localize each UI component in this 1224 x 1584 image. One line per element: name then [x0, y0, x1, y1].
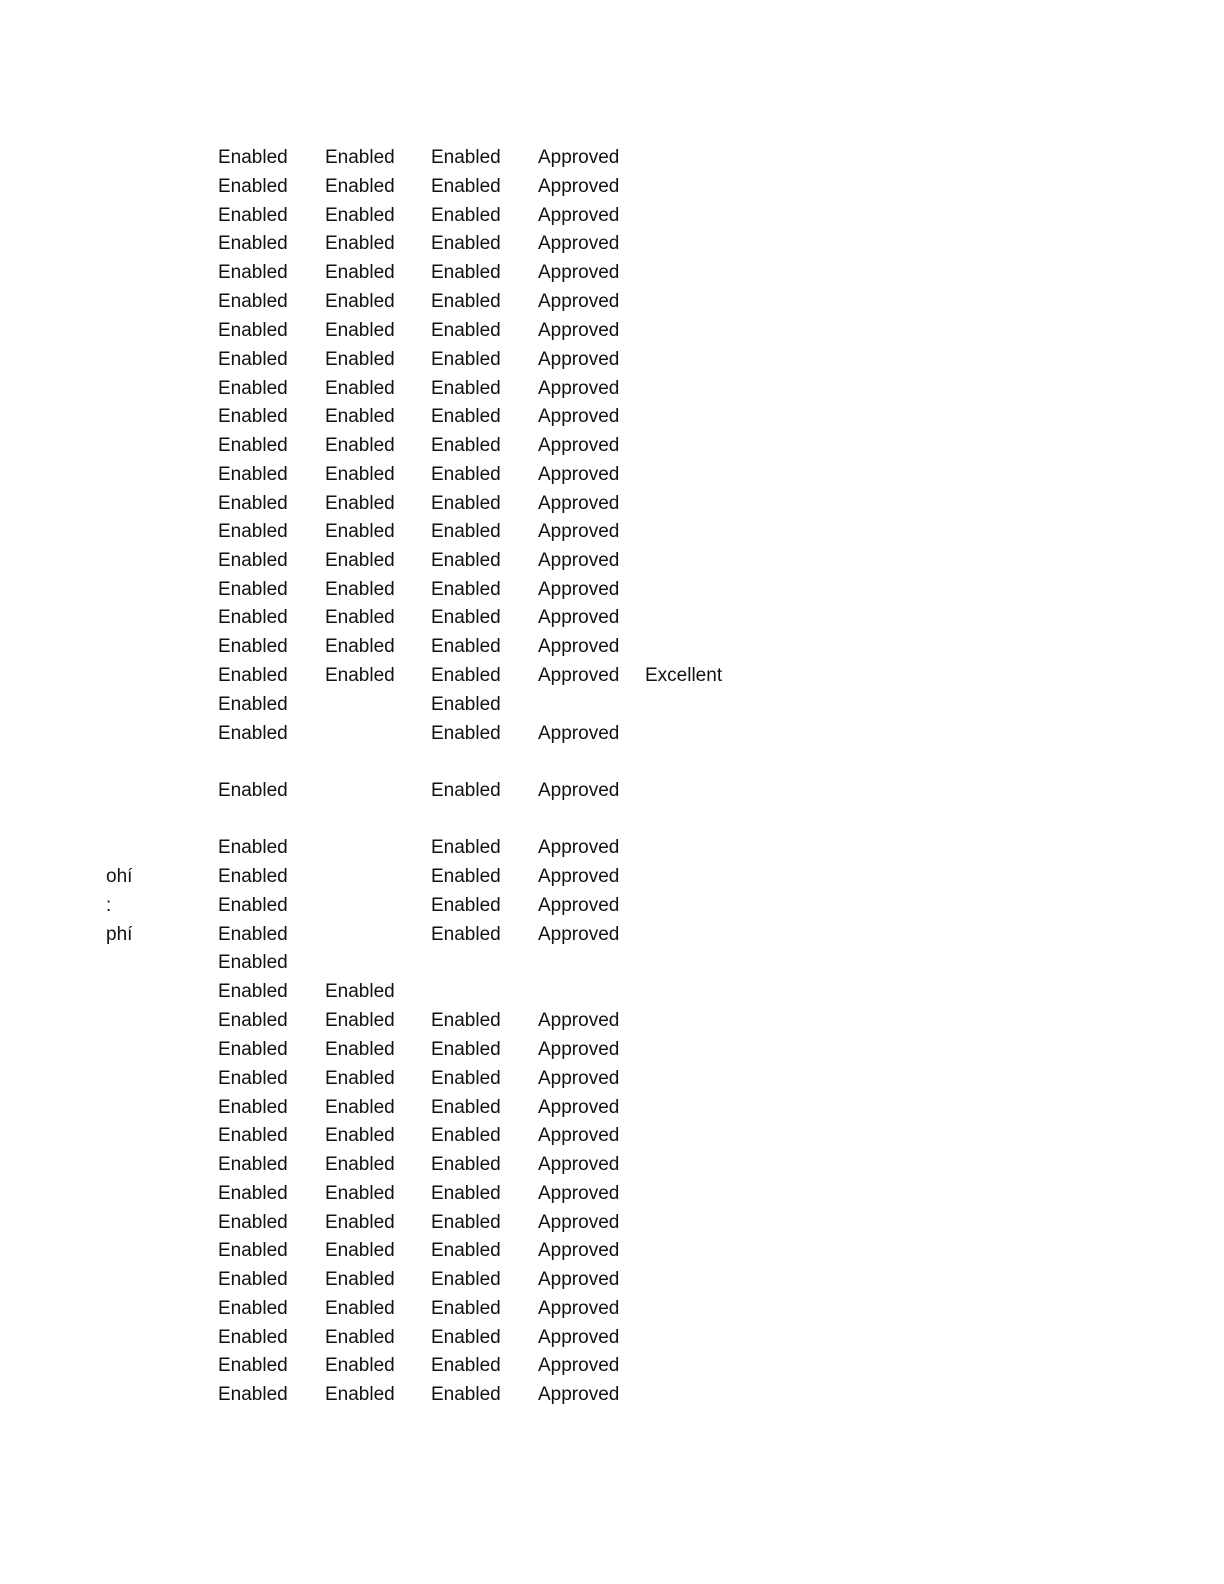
- table-row: [0, 1064, 1224, 1093]
- cell-status-c: Enabled: [431, 262, 501, 283]
- cell-status-a: Enabled: [218, 665, 288, 686]
- cell-approval: Approved: [538, 205, 620, 226]
- cell-status-c: Enabled: [431, 924, 501, 945]
- table-row: [0, 402, 1224, 431]
- cell-status-b: Enabled: [325, 607, 395, 628]
- cell-approval: Approved: [538, 1010, 620, 1031]
- cell-status-a: Enabled: [218, 1298, 288, 1319]
- cell-status-a: Enabled: [218, 636, 288, 657]
- table-row: [0, 1294, 1224, 1323]
- cell-status-c: Enabled: [431, 1212, 501, 1233]
- cell-status-a: Enabled: [218, 291, 288, 312]
- cell-status-a: Enabled: [218, 607, 288, 628]
- cell-approval: Approved: [538, 1355, 620, 1376]
- cell-status-b: Enabled: [325, 1039, 395, 1060]
- cell-status-b: Enabled: [325, 1010, 395, 1031]
- cell-status-b: Enabled: [325, 1240, 395, 1261]
- table-row: [0, 1006, 1224, 1035]
- table-row: [0, 1093, 1224, 1122]
- cell-approval: Approved: [538, 1298, 620, 1319]
- cell-status-a: Enabled: [218, 924, 288, 945]
- cell-status-b: Enabled: [325, 1384, 395, 1405]
- cell-approval: Approved: [538, 1384, 620, 1405]
- cell-status-b: Enabled: [325, 1097, 395, 1118]
- cell-status-c: Enabled: [431, 464, 501, 485]
- cell-status-c: Enabled: [431, 694, 501, 715]
- cell-approval: Approved: [538, 1269, 620, 1290]
- cell-status-c: Enabled: [431, 493, 501, 514]
- cell-status-a: Enabled: [218, 723, 288, 744]
- cell-status-b: Enabled: [325, 636, 395, 657]
- cell-status-b: Enabled: [325, 1068, 395, 1089]
- cell-status-a: Enabled: [218, 378, 288, 399]
- cell-status-a: Enabled: [218, 349, 288, 370]
- table-row: [0, 776, 1224, 805]
- cell-status-a: Enabled: [218, 837, 288, 858]
- cell-status-c: Enabled: [431, 1355, 501, 1376]
- cell-status-a: Enabled: [218, 1125, 288, 1146]
- table-row: [0, 690, 1224, 719]
- cell-status-c: Enabled: [431, 607, 501, 628]
- cell-status-c: Enabled: [431, 349, 501, 370]
- cell-status-a: Enabled: [218, 205, 288, 226]
- cell-approval: Approved: [538, 1240, 620, 1261]
- cell-approval: Approved: [538, 837, 620, 858]
- cell-status-a: Enabled: [218, 895, 288, 916]
- cell-approval: Approved: [538, 665, 620, 686]
- cell-status-c: Enabled: [431, 291, 501, 312]
- cell-status-a: Enabled: [218, 521, 288, 542]
- cell-status-a: Enabled: [218, 464, 288, 485]
- cell-approval: Approved: [538, 291, 620, 312]
- cell-status-b: Enabled: [325, 435, 395, 456]
- cell-status-a: Enabled: [218, 262, 288, 283]
- cell-status-b: Enabled: [325, 320, 395, 341]
- table-row: [0, 661, 1224, 690]
- cell-status-c: Enabled: [431, 636, 501, 657]
- cell-status-c: Enabled: [431, 665, 501, 686]
- cell-approval: Approved: [538, 233, 620, 254]
- cell-status-c: Enabled: [431, 1298, 501, 1319]
- cell-status-a: Enabled: [218, 1212, 288, 1233]
- table-row: [0, 460, 1224, 489]
- table-row: [0, 1323, 1224, 1352]
- cell-status-a: Enabled: [218, 1183, 288, 1204]
- table-row: [0, 201, 1224, 230]
- cell-status-a: Enabled: [218, 435, 288, 456]
- cell-status-b: Enabled: [325, 147, 395, 168]
- cell-approval: Approved: [538, 1183, 620, 1204]
- cell-status-c: Enabled: [431, 1068, 501, 1089]
- cell-approval: Approved: [538, 521, 620, 542]
- cell-status-c: Enabled: [431, 895, 501, 916]
- cell-status-c: Enabled: [431, 1125, 501, 1146]
- cell-status-b: Enabled: [325, 550, 395, 571]
- cell-status-c: Enabled: [431, 378, 501, 399]
- cell-approval: Approved: [538, 1125, 620, 1146]
- cell-status-a: Enabled: [218, 1039, 288, 1060]
- cell-status-c: Enabled: [431, 1154, 501, 1175]
- cell-status-b: Enabled: [325, 981, 395, 1002]
- cell-status-a: Enabled: [218, 1384, 288, 1405]
- cell-approval: Approved: [538, 176, 620, 197]
- table-row: [0, 316, 1224, 345]
- cell-status-b: Enabled: [325, 1327, 395, 1348]
- cell-status-b: Enabled: [325, 464, 395, 485]
- cell-status-c: Enabled: [431, 176, 501, 197]
- cell-status-c: Enabled: [431, 205, 501, 226]
- cell-status-b: Enabled: [325, 1154, 395, 1175]
- cell-status-c: Enabled: [431, 147, 501, 168]
- cell-status-b: Enabled: [325, 406, 395, 427]
- table-row: [0, 1380, 1224, 1409]
- cell-status-c: Enabled: [431, 233, 501, 254]
- cell-status-c: Enabled: [431, 866, 501, 887]
- cell-status-c: Enabled: [431, 723, 501, 744]
- cell-label: ohí: [106, 866, 133, 887]
- cell-status-c: Enabled: [431, 406, 501, 427]
- cell-label: phí: [106, 924, 133, 945]
- cell-status-c: Enabled: [431, 550, 501, 571]
- cell-status-b: Enabled: [325, 1298, 395, 1319]
- table-row: [0, 489, 1224, 518]
- table-row: [0, 575, 1224, 604]
- cell-status-a: Enabled: [218, 1327, 288, 1348]
- table-row: [0, 229, 1224, 258]
- cell-approval: Approved: [538, 320, 620, 341]
- table-row: [0, 431, 1224, 460]
- cell-status-a: Enabled: [218, 694, 288, 715]
- cell-status-b: Enabled: [325, 291, 395, 312]
- cell-status-a: Enabled: [218, 579, 288, 600]
- table-row: [0, 603, 1224, 632]
- cell-status-c: Enabled: [431, 1327, 501, 1348]
- cell-approval: Approved: [538, 1068, 620, 1089]
- cell-approval: Approved: [538, 349, 620, 370]
- cell-approval: Approved: [538, 435, 620, 456]
- cell-status-c: Enabled: [431, 1384, 501, 1405]
- cell-approval: Approved: [538, 406, 620, 427]
- cell-approval: Approved: [538, 866, 620, 887]
- table-row: [0, 1121, 1224, 1150]
- cell-status-a: Enabled: [218, 1010, 288, 1031]
- cell-approval: Approved: [538, 1097, 620, 1118]
- table-row: [0, 920, 1224, 949]
- cell-approval: Approved: [538, 464, 620, 485]
- cell-rating: Excellent: [645, 665, 723, 686]
- cell-approval: Approved: [538, 550, 620, 571]
- cell-status-a: Enabled: [218, 406, 288, 427]
- cell-status-b: Enabled: [325, 1355, 395, 1376]
- cell-status-a: Enabled: [218, 952, 288, 973]
- cell-status-c: Enabled: [431, 1240, 501, 1261]
- cell-status-c: Enabled: [431, 320, 501, 341]
- cell-approval: Approved: [538, 636, 620, 657]
- table-row: [0, 1208, 1224, 1237]
- table-row: [0, 1265, 1224, 1294]
- cell-status-a: Enabled: [218, 866, 288, 887]
- cell-status-b: Enabled: [325, 233, 395, 254]
- table-row: [0, 977, 1224, 1006]
- cell-approval: Approved: [538, 780, 620, 801]
- table-row: [0, 517, 1224, 546]
- cell-status-b: Enabled: [325, 378, 395, 399]
- cell-status-b: Enabled: [325, 665, 395, 686]
- cell-status-a: Enabled: [218, 1097, 288, 1118]
- cell-status-a: Enabled: [218, 1269, 288, 1290]
- cell-status-b: Enabled: [325, 579, 395, 600]
- cell-approval: Approved: [538, 1212, 620, 1233]
- cell-status-b: Enabled: [325, 176, 395, 197]
- cell-status-c: Enabled: [431, 579, 501, 600]
- cell-status-b: Enabled: [325, 521, 395, 542]
- cell-approval: Approved: [538, 378, 620, 399]
- cell-approval: Approved: [538, 579, 620, 600]
- cell-approval: Approved: [538, 262, 620, 283]
- cell-status-a: Enabled: [218, 981, 288, 1002]
- table-row: [0, 1179, 1224, 1208]
- cell-status-b: Enabled: [325, 262, 395, 283]
- cell-status-c: Enabled: [431, 435, 501, 456]
- cell-status-a: Enabled: [218, 1240, 288, 1261]
- cell-status-b: Enabled: [325, 1269, 395, 1290]
- cell-approval: Approved: [538, 607, 620, 628]
- table-row: [0, 1351, 1224, 1380]
- table-row: [0, 632, 1224, 661]
- table-row: [0, 345, 1224, 374]
- table-row: [0, 833, 1224, 862]
- cell-status-b: Enabled: [325, 1125, 395, 1146]
- cell-status-a: Enabled: [218, 320, 288, 341]
- cell-status-a: Enabled: [218, 550, 288, 571]
- table-row: [0, 546, 1224, 575]
- table-row: [0, 1236, 1224, 1265]
- cell-status-a: Enabled: [218, 493, 288, 514]
- table-row: [0, 862, 1224, 891]
- cell-status-a: Enabled: [218, 1355, 288, 1376]
- cell-status-c: Enabled: [431, 1097, 501, 1118]
- cell-status-c: Enabled: [431, 1269, 501, 1290]
- cell-status-a: Enabled: [218, 233, 288, 254]
- cell-status-b: Enabled: [325, 349, 395, 370]
- cell-status-a: Enabled: [218, 147, 288, 168]
- cell-status-c: Enabled: [431, 780, 501, 801]
- table-row: [0, 143, 1224, 172]
- table-row: [0, 258, 1224, 287]
- cell-status-c: Enabled: [431, 837, 501, 858]
- cell-status-a: Enabled: [218, 176, 288, 197]
- cell-status-c: Enabled: [431, 1183, 501, 1204]
- cell-status-b: Enabled: [325, 1212, 395, 1233]
- cell-approval: Approved: [538, 1154, 620, 1175]
- table-row: [0, 172, 1224, 201]
- cell-approval: Approved: [538, 924, 620, 945]
- table-row: [0, 1150, 1224, 1179]
- cell-label: :: [106, 895, 112, 916]
- cell-status-c: Enabled: [431, 521, 501, 542]
- cell-status-b: Enabled: [325, 493, 395, 514]
- cell-status-b: Enabled: [325, 1183, 395, 1204]
- cell-status-c: Enabled: [431, 1039, 501, 1060]
- cell-approval: Approved: [538, 1327, 620, 1348]
- cell-approval: Approved: [538, 895, 620, 916]
- cell-status-b: Enabled: [325, 205, 395, 226]
- cell-status-a: Enabled: [218, 1068, 288, 1089]
- table-row: [0, 891, 1224, 920]
- table-row: [0, 1035, 1224, 1064]
- table-row: [0, 287, 1224, 316]
- table-row: [0, 374, 1224, 403]
- table-row: [0, 719, 1224, 748]
- cell-approval: Approved: [538, 1039, 620, 1060]
- table-row: [0, 948, 1224, 977]
- cell-status-c: Enabled: [431, 1010, 501, 1031]
- cell-status-a: Enabled: [218, 780, 288, 801]
- cell-approval: Approved: [538, 493, 620, 514]
- cell-approval: Approved: [538, 723, 620, 744]
- cell-approval: Approved: [538, 147, 620, 168]
- cell-status-a: Enabled: [218, 1154, 288, 1175]
